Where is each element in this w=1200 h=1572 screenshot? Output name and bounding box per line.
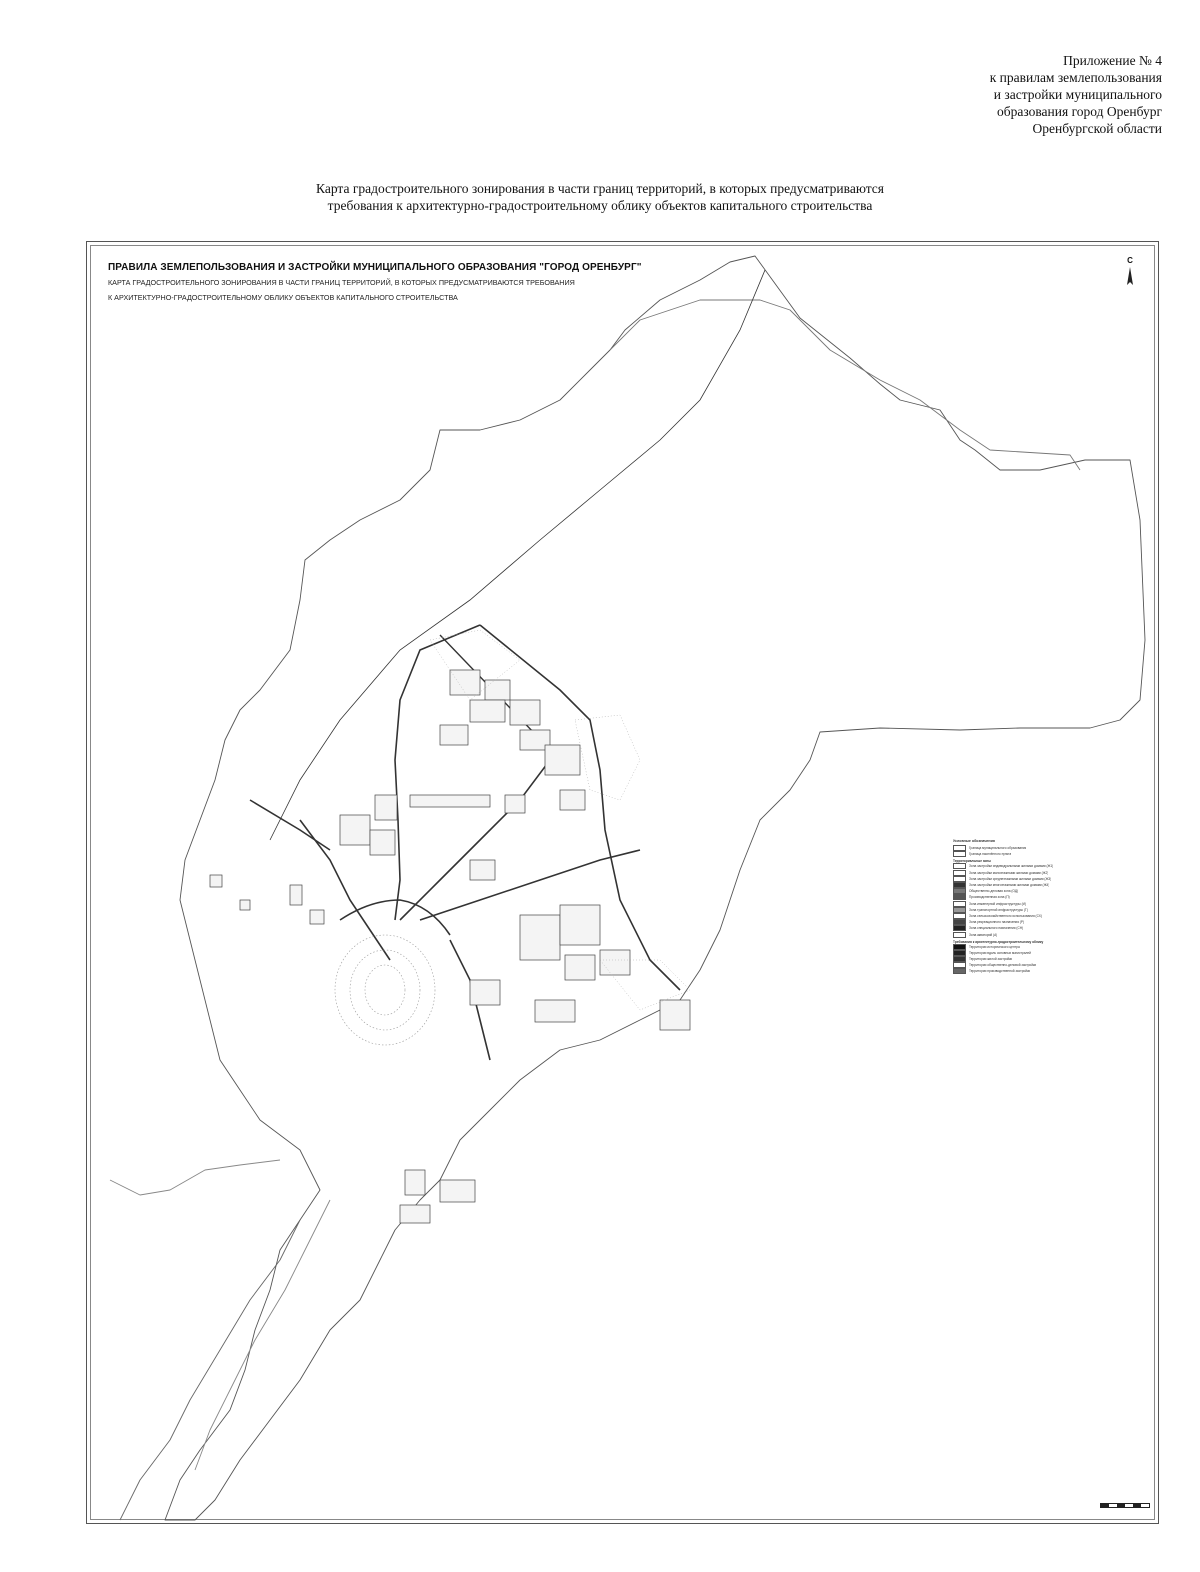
legend-symbol xyxy=(953,968,966,974)
legend-symbol xyxy=(953,894,966,900)
north-arrow-label: С xyxy=(1127,256,1133,265)
legend-item: Территории производственной застройки xyxy=(953,968,1151,974)
legend-item: Территории общественно-деловой застройки xyxy=(953,962,1151,968)
legend-symbol xyxy=(953,882,966,888)
legend-symbol xyxy=(953,901,966,907)
legend-section: Территориальные зоны xyxy=(953,859,991,864)
legend-symbol xyxy=(953,845,966,851)
legend-symbol xyxy=(953,944,966,950)
legend-symbol xyxy=(953,950,966,956)
scale-bar xyxy=(1100,1503,1150,1508)
legend-item: Территории исторического центра xyxy=(953,944,1151,950)
legend-item: Территории жилой застройки xyxy=(953,956,1151,962)
legend-symbol xyxy=(953,932,966,938)
appendix-line: Оренбургской области xyxy=(1032,121,1162,136)
legend-item: Зона рекреационного назначения (Р) xyxy=(953,919,1151,925)
legend-symbol xyxy=(953,913,966,919)
legend-item: Зона сельскохозяйственного использования (СХ) xyxy=(953,913,1151,919)
legend-item: Зона акваторий (А) xyxy=(953,931,1151,937)
legend-item: Зона специального назначения (СН) xyxy=(953,925,1151,931)
legend-section: Требования к архитектурно-градостроительному облику xyxy=(953,939,1044,944)
legend-symbol xyxy=(953,863,966,869)
appendix-line: и застройки муниципального xyxy=(993,87,1162,102)
legend-symbol xyxy=(953,956,966,962)
appendix-line: Приложение № 4 xyxy=(1063,53,1162,68)
legend-symbol xyxy=(953,907,966,913)
legend-title: Условные обозначения xyxy=(953,839,995,843)
legend-item: Производственная зона (П) xyxy=(953,894,1151,900)
legend-item: Зона застройки индивидуальными жилыми домами (Ж1) xyxy=(953,863,1151,869)
legend-item: Зона застройки многоэтажными жилыми домами (Ж4) xyxy=(953,882,1151,888)
railway-line xyxy=(270,270,765,840)
legend-symbol xyxy=(953,925,966,931)
legend-symbol xyxy=(953,851,966,857)
legend-symbol xyxy=(953,919,966,925)
legend-item: Территории вдоль основных магистралей xyxy=(953,950,1151,956)
legend-symbol xyxy=(953,888,966,894)
ne-extension xyxy=(610,300,1080,470)
legend-symbol xyxy=(953,870,966,876)
legend-symbol xyxy=(953,962,966,968)
legend-item: Зона застройки малоэтажными жилыми домами (Ж2) xyxy=(953,870,1151,876)
appendix-line: образования город Оренбург xyxy=(997,104,1162,119)
legend-item: Общественно-деловая зона (ОД) xyxy=(953,888,1151,894)
appendix-line: к правилам землепользования xyxy=(989,70,1162,85)
southern-strip xyxy=(120,1220,300,1520)
legend-symbol xyxy=(953,876,966,882)
legend-item: Граница муниципального образования xyxy=(953,845,1151,851)
map-heading: ПРАВИЛА ЗЕМЛЕПОЛЬЗОВАНИЯ И ЗАСТРОЙКИ МУНИЦИПАЛЬНОГО ОБРАЗОВАНИЯ "ГОРОД ОРЕНБУРГ" xyxy=(108,262,642,273)
legend-item: Граница населённого пункта xyxy=(953,851,1151,857)
map-legend xyxy=(953,839,1151,1511)
urban-blocks xyxy=(210,670,690,1223)
legend-item: Зона застройки среднеэтажными жилыми домами (Ж3) xyxy=(953,876,1151,882)
legend-item: Зона транспортной инфраструктуры (Т) xyxy=(953,907,1151,913)
map-subheading-line-1: КАРТА ГРАДОСТРОИТЕЛЬНОГО ЗОНИРОВАНИЯ В ЧАСТИ ГРАНИЦ ТЕРРИТОРИЙ, В КОТОРЫХ ПРЕДУСМАТРИВАЮТСЯ ТРЕБОВАНИЯ xyxy=(108,278,575,287)
document-title-line-2: требования к архитектурно-градостроительному облику объектов капитального строительства xyxy=(327,198,873,213)
legend-item: Зона инженерной инфраструктуры (И) xyxy=(953,901,1151,907)
map-subheading-line-2: К АРХИТЕКТУРНО-ГРАДОСТРОИТЕЛЬНОМУ ОБЛИКУ ОБЪЕКТОВ КАПИТАЛЬНОГО СТРОИТЕЛЬСТВА xyxy=(108,292,458,302)
document-title-line-1: Карта градостроительного зонирования в части границ территорий, в которых предусматриваются xyxy=(316,181,884,196)
